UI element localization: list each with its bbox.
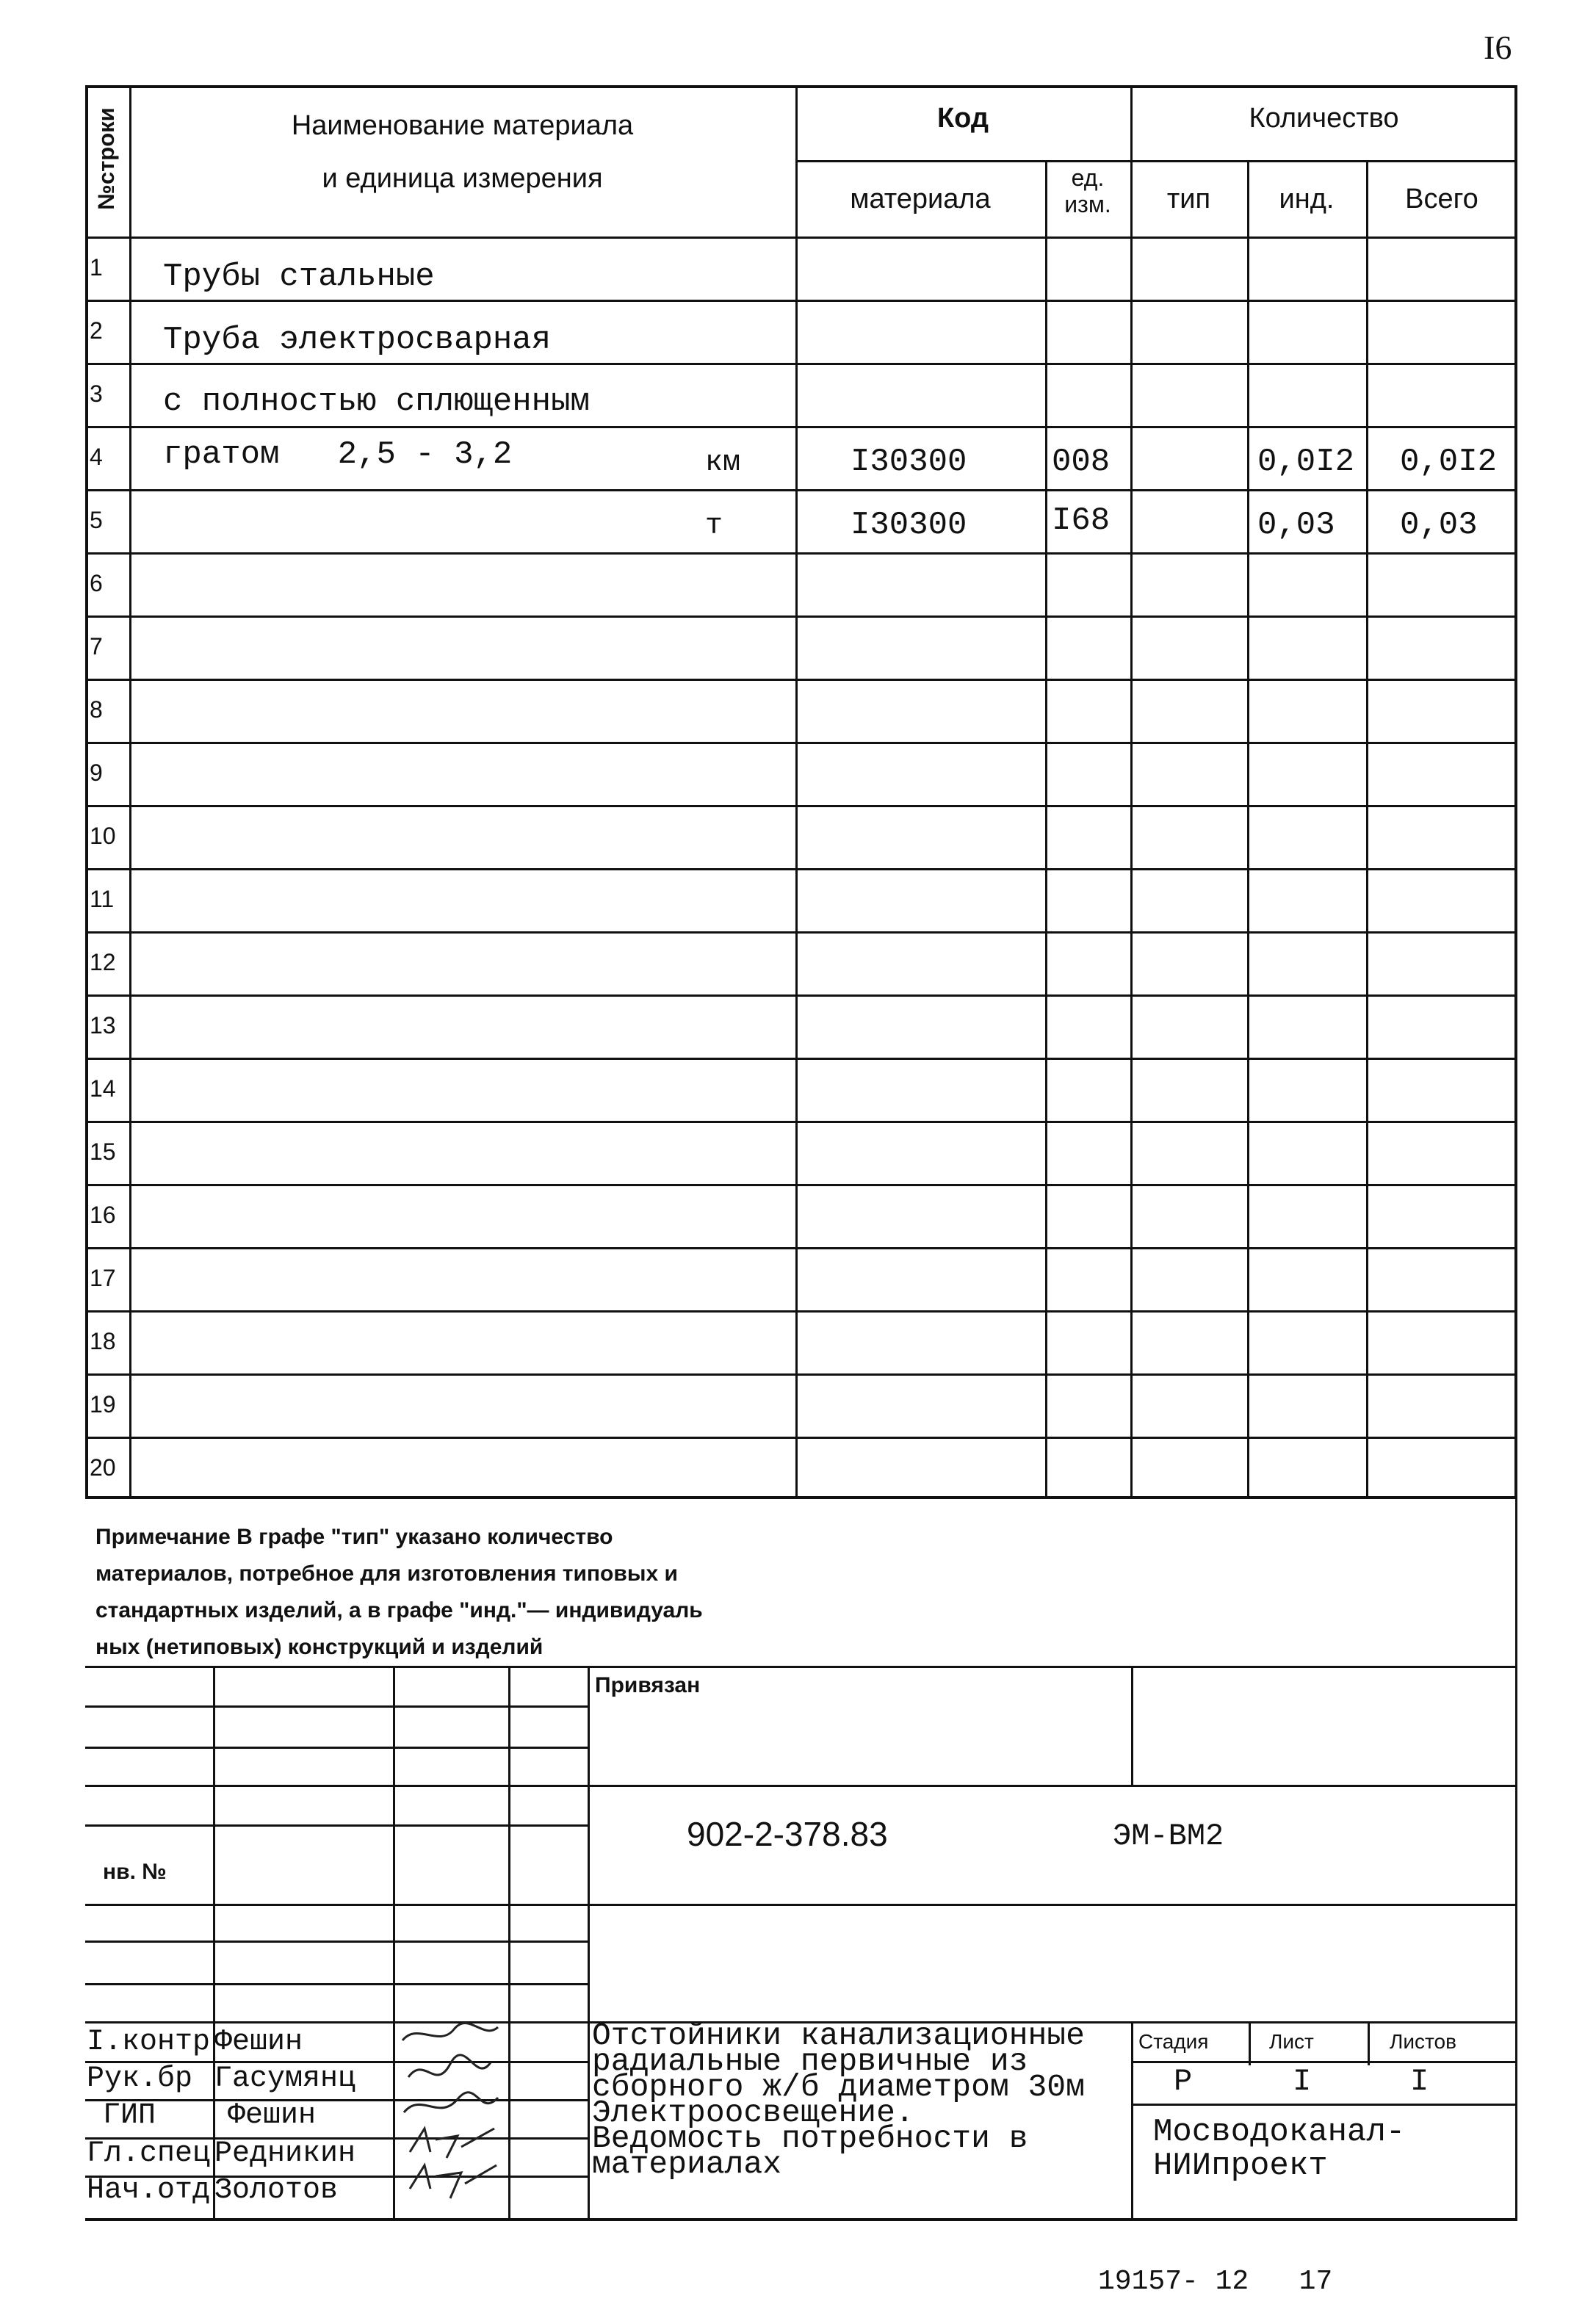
ind-header: инд. bbox=[1279, 184, 1335, 214]
signer-name-3: Фешин bbox=[228, 2099, 317, 2132]
stamp-left-line bbox=[85, 1940, 588, 1943]
organization-line-2: НИИпроект bbox=[1153, 2148, 1328, 2184]
sheet-number: I6 bbox=[1484, 29, 1512, 66]
row-number: 20 bbox=[90, 1454, 116, 1481]
document-title bbox=[592, 2018, 1128, 2182]
row-number: 15 bbox=[90, 1138, 116, 1165]
stamp-col bbox=[588, 1666, 590, 2220]
inventory-number-label: нв. № bbox=[103, 1860, 167, 1884]
header-divider bbox=[795, 160, 1517, 162]
stamp-line bbox=[1131, 2061, 1517, 2063]
row-number: 10 bbox=[90, 823, 116, 849]
row-3-name: с полностью сплющенным bbox=[163, 383, 590, 420]
unit-code-header bbox=[1045, 165, 1130, 217]
stamp-col bbox=[1131, 1666, 1133, 1785]
sheets-label: Листов bbox=[1390, 2030, 1456, 2053]
stamp-left-line bbox=[85, 2021, 588, 2023]
stamp-top-line bbox=[588, 1666, 1517, 1668]
col-divider bbox=[129, 85, 131, 1499]
stamp-bottom-border bbox=[85, 2218, 1517, 2221]
row-5-ind: 0,03 bbox=[1257, 507, 1335, 544]
stamp-right-border bbox=[1515, 1499, 1517, 2220]
row-line bbox=[85, 805, 1517, 807]
row-line bbox=[85, 300, 1517, 302]
organization-line-1: Мосводоканал- bbox=[1153, 2114, 1406, 2151]
row-line bbox=[85, 1247, 1517, 1249]
row-number-header bbox=[85, 85, 129, 237]
material-code-header: материала bbox=[850, 184, 991, 214]
row-5-unit: т bbox=[705, 510, 723, 543]
row-line bbox=[85, 1058, 1517, 1060]
total-header: Всего bbox=[1405, 184, 1478, 214]
row-number: 9 bbox=[90, 759, 103, 786]
document-mark: ЭМ-ВМ2 bbox=[1113, 1819, 1224, 1854]
stamp-left-line bbox=[85, 1747, 588, 1749]
note-line-3: стандартных изделий, а в графе "инд."— индивидуаль bbox=[95, 1598, 703, 1622]
stamp-left-line bbox=[85, 1666, 588, 1668]
row-4-unit-code: 008 bbox=[1052, 444, 1111, 480]
row-4-name: гратом 2,5 - 3,2 bbox=[163, 436, 513, 473]
quantity-header: Количество bbox=[1249, 103, 1399, 134]
stamp-left-line bbox=[85, 1824, 588, 1827]
title-line-2: радиальные первичные из bbox=[592, 2043, 1028, 2079]
stamp-col bbox=[1249, 2021, 1251, 2065]
signer-name-5: Золотов bbox=[214, 2174, 339, 2207]
row-number: 2 bbox=[90, 317, 103, 344]
name-header-line2: и единица измерения bbox=[322, 163, 603, 194]
row-line bbox=[85, 1373, 1517, 1376]
row-4-unit: км bbox=[705, 447, 741, 480]
row-4-material-code: I30300 bbox=[851, 444, 967, 480]
row-number: 13 bbox=[90, 1012, 116, 1039]
signer-name-1: Фешин bbox=[214, 2026, 303, 2059]
row-line bbox=[85, 363, 1517, 365]
sheet-label: Лист bbox=[1269, 2030, 1314, 2053]
note-line-2: материалов, потребное для изготовления типовых и bbox=[95, 1562, 678, 1586]
stamp-line bbox=[588, 1785, 1517, 1787]
row-line bbox=[85, 426, 1517, 428]
row-number: 16 bbox=[90, 1202, 116, 1228]
row-number: 8 bbox=[90, 696, 103, 723]
row-line bbox=[85, 552, 1517, 555]
stage-label: Стадия bbox=[1138, 2030, 1209, 2053]
document-code: 902-2-378.83 bbox=[687, 1815, 888, 1853]
stamp-left-line bbox=[85, 1785, 588, 1787]
row-number: 14 bbox=[90, 1075, 116, 1102]
row-line bbox=[85, 679, 1517, 681]
stamp-left-line bbox=[85, 1904, 588, 1906]
sheet-value: I bbox=[1293, 2064, 1312, 2099]
header-bottom-line bbox=[85, 237, 1517, 239]
footer-code: 19157- 12 17 bbox=[1098, 2266, 1333, 2297]
signer-name-2: Гасумянц bbox=[214, 2062, 356, 2095]
signer-role-1: I.контр bbox=[87, 2026, 211, 2059]
row-line bbox=[85, 615, 1517, 618]
row-5-total: 0,03 bbox=[1400, 507, 1478, 544]
row-5-unit-code: I68 bbox=[1052, 502, 1111, 539]
stamp-left-line bbox=[85, 1705, 588, 1708]
row-number: 1 bbox=[90, 254, 103, 281]
row-number: 5 bbox=[90, 507, 103, 533]
stamp-col bbox=[1131, 2021, 1133, 2220]
title-line-3: сборного ж/б диаметром 30м bbox=[592, 2069, 1085, 2105]
unit-code-header-line1: ед. bbox=[1071, 165, 1105, 191]
stage-value: Р bbox=[1174, 2064, 1193, 2099]
row-1-name: Трубы стальные bbox=[163, 259, 435, 295]
row-line bbox=[85, 1437, 1517, 1439]
unit-code-header-line2: изм. bbox=[1064, 191, 1111, 217]
sheets-value: I bbox=[1410, 2064, 1429, 2099]
note-line-1: Примечание В графе "тип" указано количество bbox=[95, 1525, 613, 1549]
row-line bbox=[85, 868, 1517, 870]
row-number: 6 bbox=[90, 570, 103, 596]
row-number: 7 bbox=[90, 633, 103, 660]
row-5-material-code: I30300 bbox=[851, 507, 967, 544]
row-number: 4 bbox=[90, 444, 103, 470]
row-2-name: Труба электросварная bbox=[163, 322, 552, 358]
signer-role-4: Гл.спец bbox=[87, 2137, 211, 2170]
stamp-line bbox=[1131, 2104, 1517, 2106]
stamp-left-line bbox=[85, 1983, 588, 1985]
stamp-line bbox=[588, 1904, 1517, 1906]
row-line bbox=[85, 994, 1517, 997]
title-line-5: Ведомость потребности в bbox=[592, 2120, 1028, 2156]
title-line-6: материалах bbox=[592, 2146, 782, 2182]
table-frame bbox=[85, 85, 1517, 1499]
signer-role-2: Рук.бр bbox=[87, 2062, 193, 2095]
row-line bbox=[85, 1310, 1517, 1313]
row-number: 3 bbox=[90, 380, 103, 407]
stamp-left-line bbox=[85, 2099, 588, 2101]
row-4-ind: 0,0I2 bbox=[1257, 444, 1355, 480]
row-number: 12 bbox=[90, 949, 116, 975]
row-number: 11 bbox=[90, 886, 115, 912]
stamp-col bbox=[1368, 2021, 1370, 2065]
row-line bbox=[85, 489, 1517, 491]
row-number: 17 bbox=[90, 1265, 116, 1291]
row-line bbox=[85, 1121, 1517, 1123]
note-line-4: ных (нетиповых) конструкций и изделий bbox=[95, 1635, 544, 1659]
col-divider bbox=[795, 85, 798, 1499]
signer-role-5: Нач.отд bbox=[87, 2174, 211, 2207]
row-4-total: 0,0I2 bbox=[1400, 444, 1498, 480]
row-number-header-label: №строки bbox=[93, 107, 119, 210]
signer-role-3: ГИП bbox=[103, 2099, 156, 2132]
linked-label: Привязан bbox=[595, 1673, 701, 1697]
row-line bbox=[85, 931, 1517, 934]
row-number: 18 bbox=[90, 1328, 116, 1354]
name-header-line1: Наименование материала bbox=[291, 110, 634, 141]
note-block bbox=[95, 1519, 1050, 1666]
handwritten-signatures bbox=[395, 2018, 507, 2218]
organization bbox=[1153, 2115, 1405, 2183]
title-line-1: Отстойники канализационные bbox=[592, 2018, 1085, 2054]
type-header: тип bbox=[1166, 184, 1211, 214]
row-line bbox=[85, 742, 1517, 744]
code-header: Код bbox=[936, 103, 989, 134]
col-divider bbox=[1130, 85, 1133, 1499]
row-number: 19 bbox=[90, 1391, 116, 1418]
row-line bbox=[85, 1184, 1517, 1186]
title-line-4: Электроосвещение. bbox=[592, 2095, 914, 2131]
signer-name-4: Редникин bbox=[214, 2137, 356, 2170]
